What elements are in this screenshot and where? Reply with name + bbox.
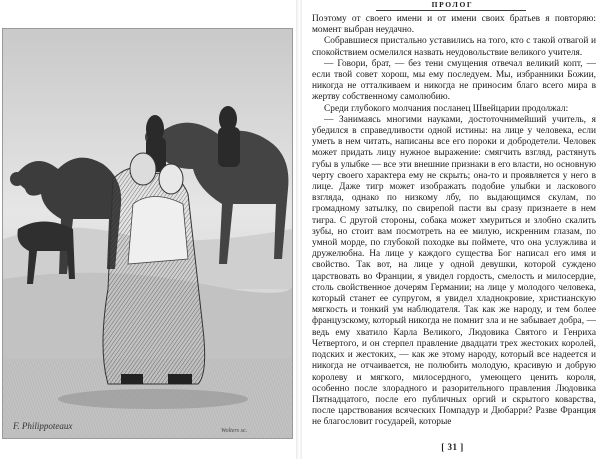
- engraving-illustration: [2, 28, 293, 439]
- paragraph: Собравшиеся пристально уставились на того, кто с такой отвагой и спокойствием осмелился назвать неудовольствие великого учителя.: [312, 36, 596, 58]
- running-head-rule: [376, 10, 526, 11]
- running-head: ПРОЛОГ: [431, 0, 474, 9]
- engraving-drawing: [3, 29, 292, 438]
- engraver-signature: Wolters sc.: [221, 428, 248, 434]
- artist-signature: F. Philippoteaux: [13, 421, 73, 431]
- paragraph: — Говори, брат, — без тени смущения отвечал великий копт, — если твой совет хорош, мы ему последуем. Мы, избранники Божии, никогда не отталкиваем и никогда не приносим благо всего мира в жертву собственному самолюбию.: [312, 58, 596, 103]
- page-gutter: [296, 0, 302, 459]
- paragraph: Поэтому от своего имени и от имени своих братьев я повторяю: момент выбран неудачно.: [312, 14, 596, 36]
- body-text: [312, 14, 596, 438]
- paragraph: — Занимаясь многими науками, достоточнимейший учитель, я убедился в справедливости одной истины: на лице у человека, если уметь в нем читать, написаны все его пороки и добродетели. Человек может придать лицу нужное выражение: смягчить взгляд, растянуть губы в улыбке — все эти внешние признаки в его власти, но основную черту своего характера ему не скрыть; она-то и проявляется у него в лице. Даже тигр может изображать подобие улыбки и ласкового взгляда, однако по низкому лбу, по выдающимся скулам, по громадному затылку, по свирепой пасти вы сразу признаете в нем тигра. С другой стороны, собака может хмуриться и злобно скалить зубы, но стоит вам посмотреть на ее милую, искренним глазам, по умной морде, по глубокой походке вы поймете, что она услужлива и дружелюбна. На лице у каждого существа Бог написал его имя и свойство. Так вот, на лице у одной девушки, которой суждено царствовать во Франции, я увидел гордость, смелость и милосердие, столь свойственное дочерям Германии; на лице у молодого человека, который станет ее супругом, я увидел хладнокровие, христианскую мягкость и тонкий ум наблюдателя. Так как же народу, и тем более французскому, который никогда не помнит зла и не забывает добра, — ведь ему хватило Карла Великого, Людовика Святого и Генриха Четвертого, и он стерпел правление двадцати трех жестоких королей, подских и жестоких, — как же этому народу, который все надеется и никогда не отчаивается, не полюбить молодую, красивую и добрую королеву и мягкого, милосердного, умеющего ценить короля, особенно после злорадного и разорительного правления Людовика Пятнадцатого, после его публичных оргий и скрытого коварства, после царствования всяческих Помпадур и Дюбарри? Разве Франция не благословит государей, которые: [312, 114, 596, 428]
- paragraph: Среди глубокого молчания посланец Швейцарии продолжал:: [324, 103, 569, 114]
- page-number: [ 31 ]: [441, 442, 464, 452]
